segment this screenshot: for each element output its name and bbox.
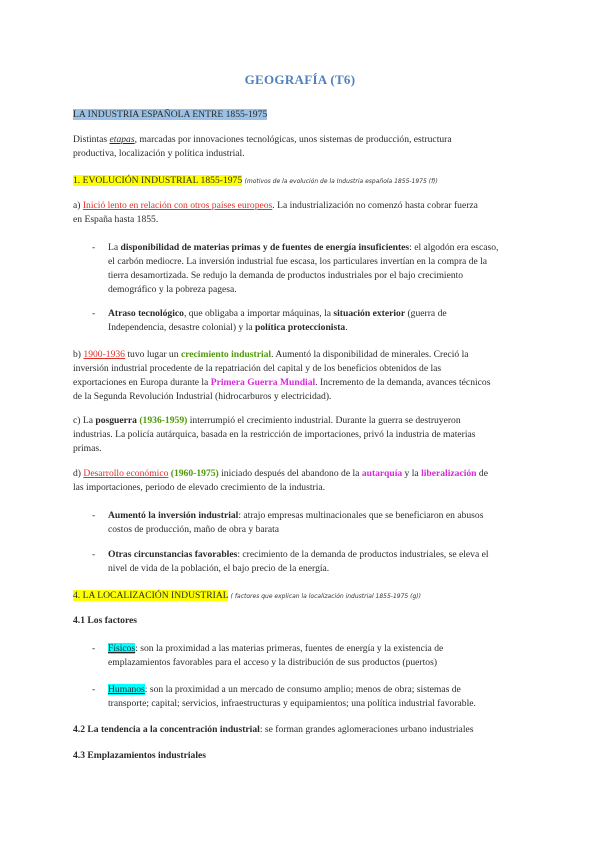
bullet-dash: -	[92, 549, 96, 560]
localizacion-heading-text: 4. LA LOCALIZACIÓN INDUSTRIAL	[73, 590, 229, 601]
paragraph-b: b) 1900-1936 tuvo lugar un crecimiento industrial. Aumentó la disponibilidad de minerales. Creció la inversión industrial procedente de la repatriación del capital y de los beneficios obtenidos de las exportaciones en Europa durante la Primera Guerra Mundial. Incremento de la demanda, avances técnicos de la Segunda Revolución Industrial (hidrocarburos y electricidad).	[73, 349, 491, 402]
b-magenta-text: Primera Guerra Mundial	[210, 377, 316, 388]
c-green-text: (1936-1959)	[139, 415, 188, 426]
heading-4-3: 4.3 Emplazamientos industriales	[73, 750, 206, 761]
section-heading	[73, 108, 533, 122]
b-green-text: crecimiento industrial	[180, 349, 272, 360]
paragraph-c: c) La posguerra (1936-1959) interrumpió el crecimiento industrial. Durante la guerra se destruyeron industrias. La policía autárquica, basada en la restricción de importaciones, privó la industria de materias primas.	[73, 415, 476, 454]
humanos-label: Humanos	[108, 684, 145, 695]
etapas-word: etapas	[109, 134, 135, 145]
evolucion-note: (motivos de la evolución de la Industria española 1855-1975 (f))	[244, 178, 438, 185]
intro-paragraph: Distintas etapas, marcadas por innovaciones tecnológicas, unos sistemas de producción, estructura productiva, localización y política industrial.	[73, 134, 452, 159]
b-red-text: 1900-1936	[83, 349, 125, 360]
bullet-otras-circunstancias: Otras circunstancias favorables: crecimiento de la demanda de productos industriales, se eleva el nivel de vida de la población, el bajo precio de la energía.	[108, 549, 489, 574]
bullet-atraso-tecnologico: Atraso tecnológico, que obligaba a importar máquinas, la situación exterior (guerra de Independencia, desastre colonial) y la política proteccionista.	[108, 308, 447, 333]
bullet-humanos: Humanos: son la proximidad a un mercado de consumo amplio; menos de obra; sistemas de transporte; capital; servicios, infraestructuras y equipamientos; una política industrial favorable.	[108, 684, 476, 709]
page-title: GEOGRAFÍA (T6)	[244, 72, 356, 87]
bullet-dash: -	[92, 308, 96, 319]
d-magenta-autarquia: autarquía	[361, 468, 403, 479]
bullet-dash: -	[92, 510, 96, 521]
a-red-text: Inició lento en relación con otros países europeos	[82, 200, 273, 211]
d-green-text: (1960-1975)	[168, 468, 219, 479]
paragraph-d: d) Desarrollo económico (1960-1975) iniciado después del abandono de la autarquía y la liberalización de las importaciones, periodo de elevado crecimiento de la industria.	[73, 468, 488, 493]
heading-4-1: 4.1 Los factores	[73, 615, 138, 626]
heading-4-2: 4.2 La tendencia a la concentración industrial: se forman grandes aglomeraciones urbano industriales	[73, 724, 474, 735]
bullet-inversion-industrial: Aumentó la inversión industrial: atrajo empresas multinacionales que se beneficiaron en abusos costos de producción, maño de obra y barata	[108, 510, 484, 535]
localizacion-heading	[73, 589, 533, 604]
bullet-dash: -	[92, 643, 96, 654]
paragraph-a: a) Inició lento en relación con otros países europeos. La industrialización no comenzó hasta cobrar fuerza en España hasta 1855.	[73, 200, 478, 225]
d-red-text: Desarrollo económico	[83, 468, 169, 479]
bullet-dash: -	[92, 242, 96, 253]
evolucion-heading-text: 1. EVOLUCIÓN INDUSTRIAL 1855-1975	[73, 175, 243, 186]
bullet-fisicos: Físicos: son la proximidad a las materias primeras, fuentes de energía y la existencia de emplazamientos favorables para el acceso y la distribución de sus productos (puertos)	[108, 643, 444, 668]
localizacion-note: ( factores que explican la localización industrial 1855-1975 (g))	[230, 593, 421, 600]
bullet-dash: -	[92, 684, 96, 695]
bullet-materias-primas: La disponibilidad de materias primas y de fuentes de energía insuficientes: el algodón era escaso, el carbón mediocre. La inversión industrial fue escasa, los particulares invertían en la compra de la tierra desamortizada. Se redujo la demanda de productos industriales por el bajo crecimiento demográfico y la pobreza pagesa.	[108, 242, 499, 295]
d-magenta-liberalizacion: liberalización	[421, 468, 477, 479]
section-heading-text: LA INDUSTRIA ESPAÑOLA ENTRE 1855-1975	[73, 109, 268, 120]
fisicos-label: Físicos	[108, 643, 136, 654]
evolucion-heading	[73, 174, 533, 189]
